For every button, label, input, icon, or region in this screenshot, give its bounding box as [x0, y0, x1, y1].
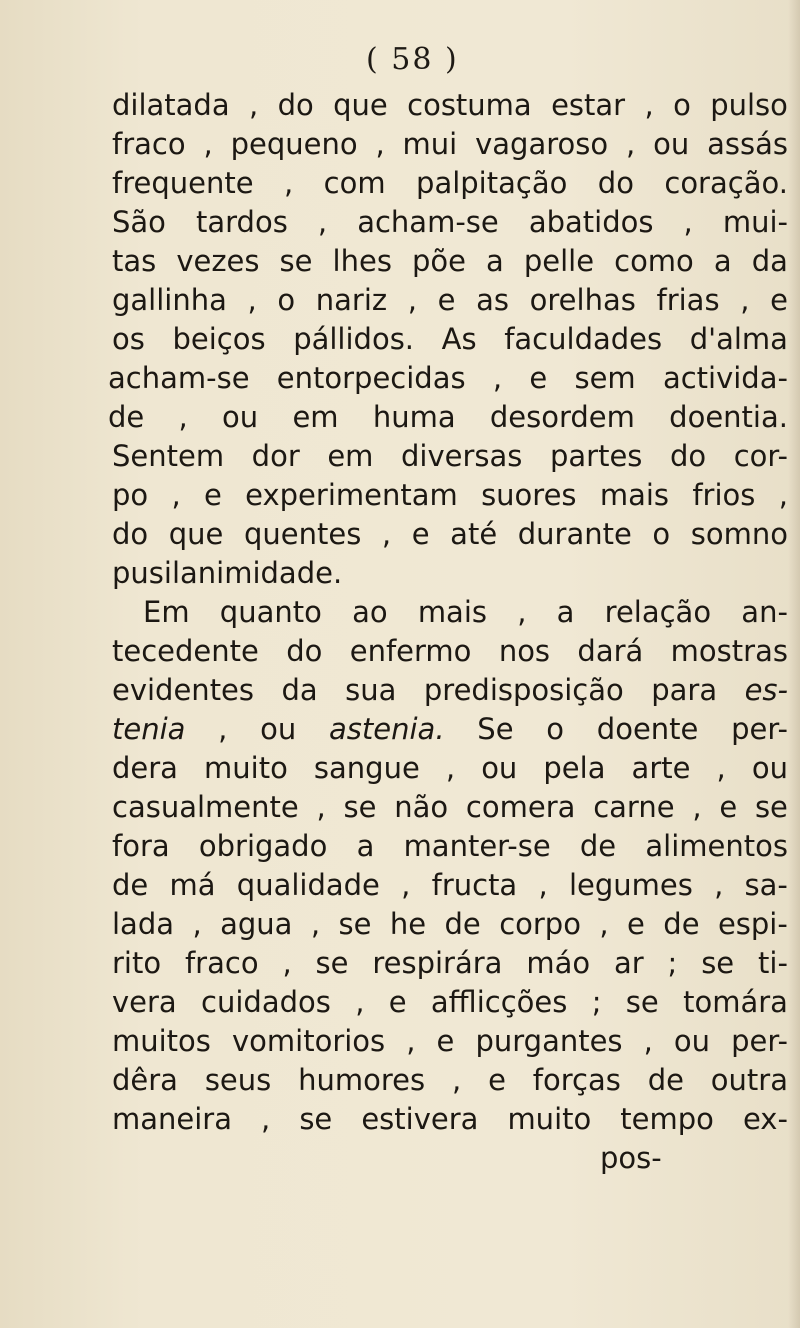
word: ex- [742, 1102, 788, 1136]
word: e [719, 790, 738, 824]
word: , [192, 907, 202, 941]
word: se [315, 946, 349, 980]
word: Em [143, 595, 190, 629]
word: somno [690, 517, 788, 551]
word: , [451, 1063, 462, 1097]
word: ao [352, 595, 388, 629]
word: alimentos [645, 829, 788, 863]
word: , [492, 361, 503, 395]
word: se [754, 790, 788, 824]
word: ; [591, 985, 602, 1019]
word: vagaroso [475, 127, 609, 161]
word: d'alma [689, 322, 788, 356]
word: , [247, 283, 257, 317]
text-line [112, 437, 788, 476]
word: acham-se [108, 361, 250, 395]
word: , [643, 1024, 653, 1058]
word: diversas [401, 439, 523, 473]
word: São [112, 205, 166, 239]
word: a [713, 244, 732, 278]
word: cuidados [201, 985, 331, 1019]
word: tas [112, 244, 157, 278]
word: maneira [112, 1102, 232, 1136]
word: até [450, 517, 498, 551]
word: es- [744, 673, 788, 707]
word: huma [372, 400, 456, 434]
word: se [279, 244, 313, 278]
word: e [411, 517, 430, 551]
word: ar [613, 946, 644, 980]
word: do [597, 166, 634, 200]
word: de [663, 907, 700, 941]
word: o [546, 712, 565, 746]
word: em [327, 439, 374, 473]
word: ti- [758, 946, 788, 980]
word: coração. [664, 166, 788, 200]
page-edge-shadow [788, 0, 800, 1328]
word: sem [574, 361, 636, 395]
word: não [394, 790, 449, 824]
word: pela [543, 751, 606, 785]
word: se [338, 907, 372, 941]
text-line [108, 398, 788, 437]
word: de [579, 829, 617, 863]
word: , [644, 88, 654, 122]
word: Sentem [112, 439, 225, 473]
word: sangue [313, 751, 420, 785]
text-line [112, 203, 788, 242]
page-number: ( 58 ) [366, 42, 459, 77]
word: , [538, 868, 548, 902]
word: e [529, 361, 548, 395]
word: beiços [172, 322, 266, 356]
word: mui- [722, 205, 788, 239]
word: legumes [568, 868, 693, 902]
text-line [112, 476, 788, 515]
word: fructa [431, 868, 518, 902]
word: casualmente [112, 790, 299, 824]
word: po [112, 478, 149, 512]
word: palpitação [416, 166, 568, 200]
word: a [486, 244, 504, 278]
text-line [112, 281, 788, 320]
word: qualidade [236, 868, 380, 902]
word: per- [731, 1024, 788, 1058]
word: ou [222, 400, 259, 434]
word: dor [251, 439, 300, 473]
word: rito [112, 946, 162, 980]
word: , [406, 1024, 416, 1058]
word: seus [204, 1063, 272, 1097]
text-line [112, 1061, 788, 1100]
word: vomitorios [232, 1024, 386, 1058]
catchword-line [112, 1139, 788, 1178]
text-line [112, 866, 788, 905]
text-line [112, 710, 788, 749]
word: e [627, 907, 645, 941]
word: pelle [523, 244, 595, 278]
word: gallinha [112, 283, 227, 317]
word: an- [741, 595, 788, 629]
word: muito [204, 751, 288, 785]
word: que [168, 517, 224, 551]
word: mostras [670, 634, 788, 668]
word: o [673, 88, 691, 122]
word: nos [498, 634, 551, 668]
word: com [323, 166, 386, 200]
word: mui [402, 127, 458, 161]
word: de [647, 1063, 684, 1097]
word: muitos [112, 1024, 211, 1058]
word: e [437, 283, 456, 317]
word: comera [465, 790, 576, 824]
word: o [277, 283, 296, 317]
word: outra [710, 1063, 788, 1097]
word: , [714, 868, 724, 902]
word: he [389, 907, 427, 941]
word: arte [631, 751, 691, 785]
word: , [778, 478, 788, 512]
word: tenia [112, 712, 186, 746]
word: a [356, 829, 375, 863]
word: , [282, 946, 292, 980]
word: humores [298, 1063, 426, 1097]
text-line [112, 632, 788, 671]
word: estivera [361, 1102, 479, 1136]
word: do [112, 517, 149, 551]
word: põe [411, 244, 466, 278]
word: , [218, 712, 228, 746]
word: frequente [112, 166, 254, 200]
word: , [599, 907, 609, 941]
word: tomára [683, 985, 788, 1019]
word: e [770, 283, 788, 317]
word: , [445, 751, 456, 785]
text-line [112, 164, 788, 203]
word: a [556, 595, 575, 629]
word: tempo [620, 1102, 714, 1136]
word: As [441, 322, 477, 356]
word: do [669, 439, 707, 473]
word: durante [517, 517, 632, 551]
word: ou [751, 751, 788, 785]
word: desordem [489, 400, 635, 434]
word: experimentam [245, 478, 458, 512]
word: acham-se [357, 205, 499, 239]
word: se [343, 790, 377, 824]
word: má [169, 868, 216, 902]
word: , [381, 517, 392, 551]
text-line [112, 86, 788, 125]
word: para [651, 673, 718, 707]
word: pequeno [230, 127, 358, 161]
word: se [701, 946, 735, 980]
word: os [112, 322, 145, 356]
word: o [652, 517, 671, 551]
word: e [388, 985, 407, 1019]
word: suores [481, 478, 577, 512]
word: em [292, 400, 339, 434]
text-line [112, 554, 788, 593]
word: vezes [176, 244, 260, 278]
word: fora [112, 829, 170, 863]
word: , [310, 907, 321, 941]
word: dêra [112, 1063, 178, 1097]
word: carne [593, 790, 675, 824]
word: partes [549, 439, 643, 473]
word: Se [477, 712, 514, 746]
word: fraco [112, 127, 186, 161]
word: evidentes [112, 673, 255, 707]
word: costuma [407, 88, 532, 122]
word: da [281, 673, 318, 707]
word: mais [417, 595, 487, 629]
body-text [108, 86, 788, 1178]
word: , [284, 166, 294, 200]
word: orelhas [529, 283, 636, 317]
word: , [683, 205, 693, 239]
word: pállidos. [293, 322, 415, 356]
word: ou [260, 712, 297, 746]
word: vera [112, 985, 177, 1019]
word: que [333, 88, 388, 122]
word: , [171, 478, 181, 512]
word: activida- [662, 361, 788, 395]
word: fraco [184, 946, 259, 980]
word: tecedente [112, 634, 259, 668]
text-line [112, 983, 788, 1022]
word: doente [596, 712, 699, 746]
word: ou [481, 751, 518, 785]
word: do [277, 88, 314, 122]
word: afflicções [430, 985, 568, 1019]
word: tardos [196, 205, 288, 239]
word: de [108, 400, 145, 434]
word: astenia. [329, 712, 445, 746]
word: assás [707, 127, 788, 161]
text-line [112, 749, 788, 788]
word: , [355, 985, 365, 1019]
word: frios [692, 478, 756, 512]
word: sa- [744, 868, 788, 902]
word: , [261, 1102, 271, 1136]
word: , [203, 127, 213, 161]
word: e [488, 1063, 506, 1097]
word: quentes [243, 517, 362, 551]
word: , [692, 790, 702, 824]
text-line [112, 827, 788, 866]
word: , [249, 88, 259, 122]
word: dará [577, 634, 644, 668]
word: muito [507, 1102, 592, 1136]
word: , [625, 127, 636, 161]
word: dera [112, 751, 178, 785]
text-line [112, 944, 788, 983]
word: predisposição [423, 673, 624, 707]
word: agua [220, 907, 293, 941]
word: entorpecidas [276, 361, 466, 395]
word: e [204, 478, 222, 512]
word: , [178, 400, 188, 434]
word: lada [112, 907, 175, 941]
word: purgantes [475, 1024, 623, 1058]
text-line [112, 1100, 788, 1139]
word: , [716, 751, 726, 785]
text-line [112, 1022, 788, 1061]
word: se [299, 1102, 333, 1136]
word: manter-se [403, 829, 551, 863]
word: , [517, 595, 527, 629]
word: pos- [600, 1141, 662, 1175]
word: espi- [717, 907, 788, 941]
word: ou [673, 1024, 711, 1058]
word: respirára [372, 946, 503, 980]
word: per- [731, 712, 788, 746]
text-line [112, 671, 788, 710]
word: , [740, 283, 750, 317]
text-line [112, 905, 788, 944]
word: forças [532, 1063, 621, 1097]
word: dilatada [112, 88, 230, 122]
word: abatidos [528, 205, 654, 239]
word: de [112, 868, 149, 902]
word: as [476, 283, 510, 317]
word: , [316, 790, 326, 824]
word: doentia. [669, 400, 788, 434]
word: lhes [332, 244, 392, 278]
word: ; [667, 946, 678, 980]
word: e [436, 1024, 455, 1058]
word: nariz [315, 283, 388, 317]
text-line [112, 593, 788, 632]
word: , [401, 868, 411, 902]
word: se [625, 985, 659, 1019]
word: corpo [499, 907, 581, 941]
word: , [317, 205, 328, 239]
word: pulso [710, 88, 788, 122]
word: frias [656, 283, 720, 317]
word: obrigado [198, 829, 328, 863]
word: máo [526, 946, 591, 980]
word: , [375, 127, 385, 161]
word: quanto [219, 595, 322, 629]
word: de [444, 907, 481, 941]
text-line [112, 515, 788, 554]
text-line [112, 320, 788, 359]
word: ou [653, 127, 690, 161]
word: cor- [733, 439, 788, 473]
word: do [286, 634, 323, 668]
word: sua [345, 673, 397, 707]
word: faculdades [504, 322, 663, 356]
text-line [112, 242, 788, 281]
word: mais [599, 478, 670, 512]
text-line [108, 359, 788, 398]
word: enfermo [349, 634, 472, 668]
word: da [751, 244, 788, 278]
text-line [112, 788, 788, 827]
word: relação [604, 595, 712, 629]
word: estar [551, 88, 626, 122]
word: , [407, 283, 417, 317]
word: pusilanimidade. [112, 556, 343, 590]
text-line [112, 125, 788, 164]
word: como [614, 244, 694, 278]
